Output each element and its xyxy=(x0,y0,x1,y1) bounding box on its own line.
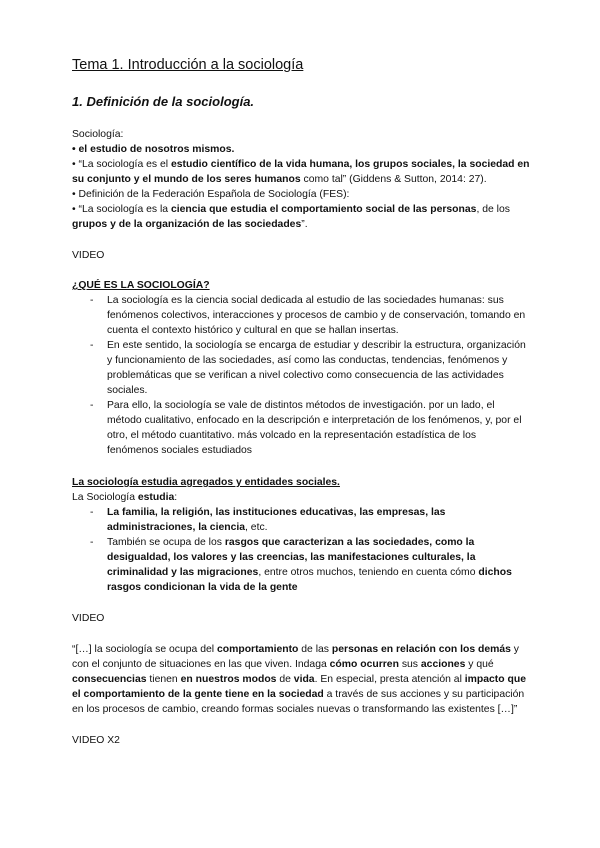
list-item xyxy=(72,535,530,595)
video-label-3: VIDEO X2 xyxy=(72,735,120,746)
item-2-text-d: dichos rasgos condicionan la vida de la gente xyxy=(107,567,512,593)
list-item xyxy=(72,398,530,458)
item-1-text-c: , etc. xyxy=(245,522,268,533)
video-label-1: VIDEO xyxy=(72,250,105,261)
quote-part: tienen xyxy=(146,674,181,685)
video-label-2: VIDEO xyxy=(72,613,105,624)
section-heading-que-es: ¿QUÉ ES LA SOCIOLOGÍA? xyxy=(72,280,210,291)
dash-marker: - xyxy=(90,507,94,518)
dash-marker: - xyxy=(90,400,94,411)
quote-part: en nuestros modos xyxy=(180,674,277,685)
quote-part: impacto que el comportamiento de la gente tiene en la sociedad xyxy=(72,674,526,700)
quote-part: cómo ocurren xyxy=(329,659,399,670)
intro-text-c: : xyxy=(174,492,178,503)
bullet-4-text-a: • “La sociología es la xyxy=(72,204,171,215)
bullet-4-text-c: , de los xyxy=(476,204,510,215)
intro-text-b: estudia xyxy=(137,492,175,503)
definicion-bullet-1 xyxy=(72,142,530,157)
quote-part: acciones xyxy=(420,659,466,670)
quote-part: de xyxy=(276,674,294,685)
bullet-4-text-b: ciencia que estudia el comportamiento social de las personas xyxy=(170,204,477,215)
definicion-bullet-2 xyxy=(72,157,530,187)
list-item-text: Para ello, la sociología se vale de distintos métodos de investigación. por un lado, el método cualitativo, enfocado en la descripción e interpretación de los fenómenos, y, por el otro, el método cuantitativo. más volcado en la representación estadística de los fenómenos sociales estudiados xyxy=(107,400,522,456)
quote-part: “[…] la sociología se ocupa del xyxy=(72,644,217,655)
document-title: Tema 1. Introducción a la sociología xyxy=(72,57,304,73)
section-heading-agregados: La sociología estudia agregados y entidades sociales. xyxy=(72,477,340,488)
agregados-intro xyxy=(72,490,530,505)
bullet-2-text-a: • “La sociología es el xyxy=(72,159,171,170)
sociologia-label: Sociología: xyxy=(72,129,124,140)
list-item-text: En este sentido, la sociología se encarga de estudiar y describir la estructura, organización y funcionamiento de las sociedades, así como las conductas, tendencias, fenómenos y problemáticas que se verifican a nivel colectivo como consecuencia de las actividades sociales. xyxy=(107,340,526,396)
quote-part: y con el conjunto de situaciones en las que viven. Indaga xyxy=(72,644,520,670)
bullet-2-text-c: como tal” (Giddens & Sutton, 2014: 27). xyxy=(300,174,487,185)
bullet-4-text-e: ”. xyxy=(301,219,308,230)
quote-part: sus xyxy=(398,659,421,670)
bullet-2-text-b: estudio científico de la vida humana, los grupos sociales, la sociedad en su conjunto y el mundo de los seres humanos xyxy=(72,159,530,185)
document-page xyxy=(72,56,530,748)
dash-marker: - xyxy=(90,295,94,306)
item-2-text-b: rasgos que caracterizan a las sociedades, como la desigualdad, los valores y las creencias, las manifestaciones culturales, la criminalidad y las migraciones xyxy=(107,537,476,578)
definicion-bullet-3: • Definición de la Federación Española de Sociología (FES): xyxy=(72,189,350,200)
quote-part: personas en relación con los demás xyxy=(331,644,511,655)
quote-part: y qué xyxy=(465,659,494,670)
list-item-text: La sociología es la ciencia social dedicada al estudio de las sociedades humanas: sus fenómenos colectivos, interacciones y procesos de cambio y de conservación, tomando en cuenta el contexto histórico y cultural en que se hallan insertas. xyxy=(107,295,526,336)
que-es-list xyxy=(72,293,530,458)
agregados-list xyxy=(72,505,530,595)
item-2-text-a: También se ocupa de los xyxy=(107,537,225,548)
quote-paragraph xyxy=(72,642,530,717)
definicion-block xyxy=(72,127,530,232)
quote-part: comportamiento xyxy=(216,644,299,655)
bullet-4-text-d: grupos y de la organización de las sociedades xyxy=(72,219,302,230)
definicion-bullet-4 xyxy=(72,202,530,232)
quote-part: consecuencias xyxy=(72,674,147,685)
quote-part: . En especial, presta atención al xyxy=(314,674,465,685)
section-heading-definicion: 1. Definición de la sociología. xyxy=(72,94,255,109)
quote-part: a través de sus acciones y su participación en los procesos de cambio, creando formas sociales nuevas o transformando las existentes […]” xyxy=(72,689,525,715)
intro-text-a: La Sociología xyxy=(72,492,138,503)
quote-part: de las xyxy=(298,644,332,655)
list-item xyxy=(72,505,530,535)
definicion-bullet-1-text: • el estudio de nosotros mismos. xyxy=(72,144,235,155)
dash-marker: - xyxy=(90,340,94,351)
item-2-text-c: , entre otros muchos, teniendo en cuenta cómo xyxy=(258,567,479,578)
item-1-text-b: La familia, la religión, las instituciones educativas, las empresas, las administraciones, la ciencia xyxy=(107,507,446,533)
list-item xyxy=(72,338,530,398)
dash-marker: - xyxy=(90,537,94,548)
quote-part: vida xyxy=(293,674,315,685)
list-item xyxy=(72,293,530,338)
